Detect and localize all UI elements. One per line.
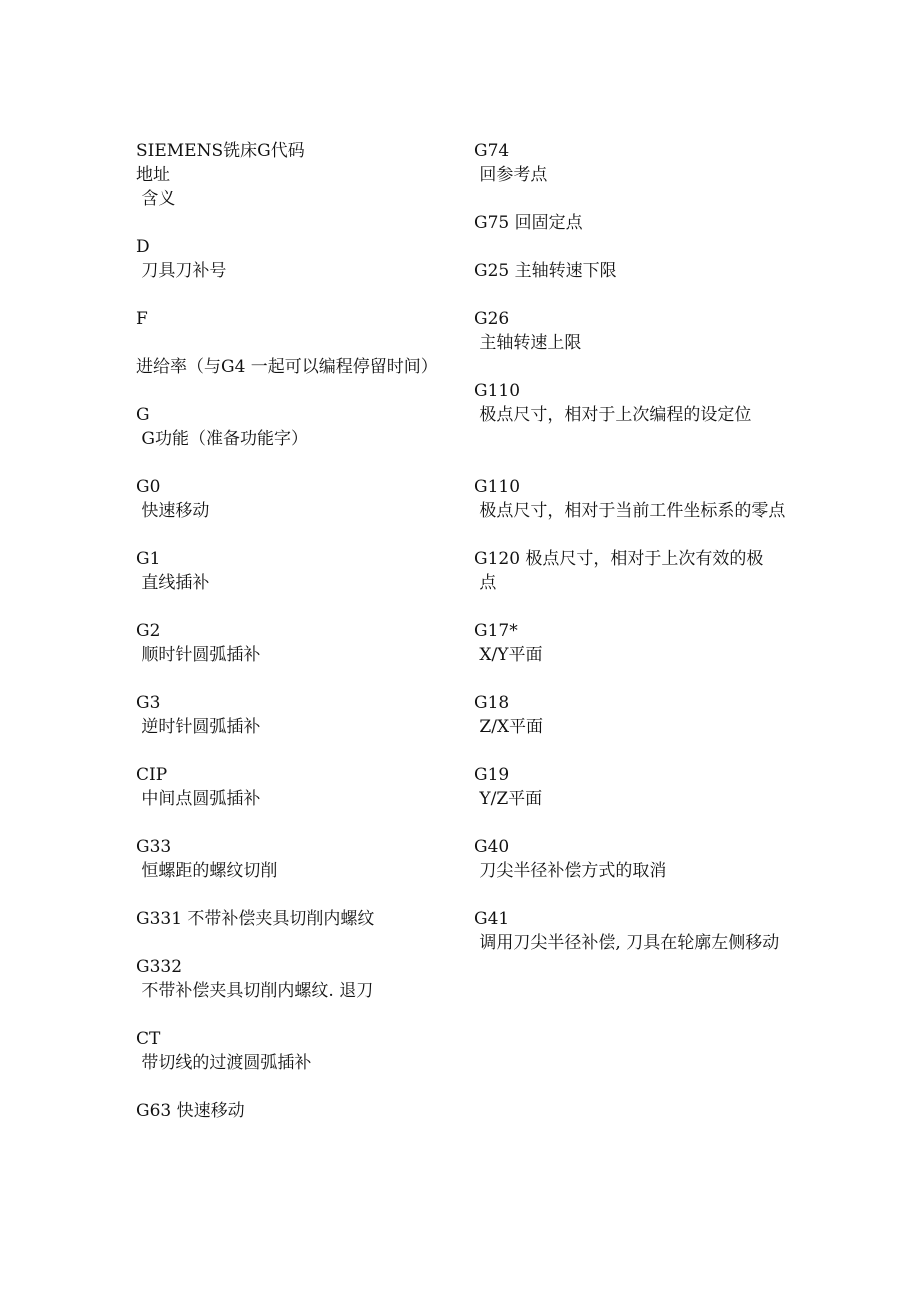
code-entry xyxy=(474,139,789,187)
code-description: 带切线的过渡圆弧插补 xyxy=(136,1053,312,1073)
code-entry xyxy=(136,547,441,595)
code-entry xyxy=(474,547,789,595)
code-description: 直线插补 xyxy=(136,573,210,593)
code-entry xyxy=(136,235,441,283)
code-address: G40 xyxy=(474,837,510,857)
blank-line xyxy=(474,427,789,451)
code-description: 调用刀尖半径补偿, 刀具在轮廓左侧移动 xyxy=(474,933,780,953)
code-address: G2 xyxy=(136,621,161,641)
code-entry xyxy=(474,475,789,523)
code-entry xyxy=(474,307,789,355)
code-address: G41 xyxy=(474,909,510,929)
code-entry xyxy=(474,211,789,235)
code-description: 逆时针圆弧插补 xyxy=(136,717,261,737)
code-entry xyxy=(136,907,441,931)
code-address: G0 xyxy=(136,477,161,497)
code-entry xyxy=(136,475,441,523)
code-address: G110 xyxy=(474,381,521,401)
code-address: D xyxy=(136,237,150,257)
code-entry xyxy=(136,955,441,1003)
code-description: 不带补偿夹具切削内螺纹. 退刀 xyxy=(136,981,374,1001)
code-description: 点 xyxy=(474,573,497,593)
code-entry xyxy=(474,619,789,667)
code-description: 进给率（与G4 一起可以编程停留时间） xyxy=(136,333,438,377)
code-description: 主轴转速上限 xyxy=(474,333,582,353)
code-description: 恒螺距的螺纹切削 xyxy=(136,861,278,881)
code-description: 顺时针圆弧插补 xyxy=(136,645,261,665)
code-address: G3 xyxy=(136,693,161,713)
code-description: 极点尺寸，相对于上次编程的设定位 xyxy=(474,405,752,425)
code-entry xyxy=(474,763,789,811)
code-entry xyxy=(474,691,789,739)
code-address: CT xyxy=(136,1029,161,1049)
code-entry xyxy=(136,763,441,811)
code-address: G19 xyxy=(474,765,510,785)
code-description: X/Y平面 xyxy=(474,645,543,665)
code-description: Y/Z平面 xyxy=(474,789,543,809)
code-entry xyxy=(136,307,441,379)
code-address: G25 主轴转速下限 xyxy=(474,261,617,281)
code-address: G110 xyxy=(474,477,521,497)
code-entry xyxy=(474,259,789,283)
code-entry xyxy=(474,835,789,883)
code-description: 快速移动 xyxy=(136,501,210,521)
code-address: CIP xyxy=(136,765,168,785)
code-address: G xyxy=(136,405,150,425)
code-description: 中间点圆弧插补 xyxy=(136,789,261,809)
code-description: G功能（准备功能字） xyxy=(136,429,308,449)
document-header xyxy=(136,139,441,211)
column-header-meaning: 含义 xyxy=(136,189,176,209)
code-entry xyxy=(136,691,441,739)
code-entry xyxy=(136,1099,441,1123)
code-address: G120 极点尺寸，相对于上次有效的极 xyxy=(474,549,764,569)
code-address: G331 不带补偿夹具切削内螺纹 xyxy=(136,909,375,929)
code-address: G17* xyxy=(474,621,518,641)
code-entry xyxy=(474,379,789,451)
code-entry xyxy=(474,907,789,955)
code-address: G1 xyxy=(136,549,161,569)
code-entry xyxy=(136,1027,441,1075)
code-address: G74 xyxy=(474,141,510,161)
code-address: G26 xyxy=(474,309,510,329)
left-column xyxy=(136,139,441,1147)
code-entry xyxy=(136,835,441,883)
code-entry xyxy=(136,403,441,451)
code-description: 回参考点 xyxy=(474,165,548,185)
code-address: G33 xyxy=(136,837,172,857)
code-description: Z/X平面 xyxy=(474,717,544,737)
code-address: G75 回固定点 xyxy=(474,213,583,233)
code-address: G18 xyxy=(474,693,510,713)
code-description: 刀尖半径补偿方式的取消 xyxy=(474,861,667,881)
code-description: 极点尺寸，相对于当前工件坐标系的零点 xyxy=(474,501,786,521)
document-title: SIEMENS铣床G代码 xyxy=(136,141,305,161)
code-description: 刀具刀补号 xyxy=(136,261,227,281)
code-address: F xyxy=(136,309,148,329)
column-header-address: 地址 xyxy=(136,165,170,185)
code-entry xyxy=(136,619,441,667)
code-address: G332 xyxy=(136,957,183,977)
code-address: G63 快速移动 xyxy=(136,1101,245,1121)
right-column xyxy=(474,139,789,979)
